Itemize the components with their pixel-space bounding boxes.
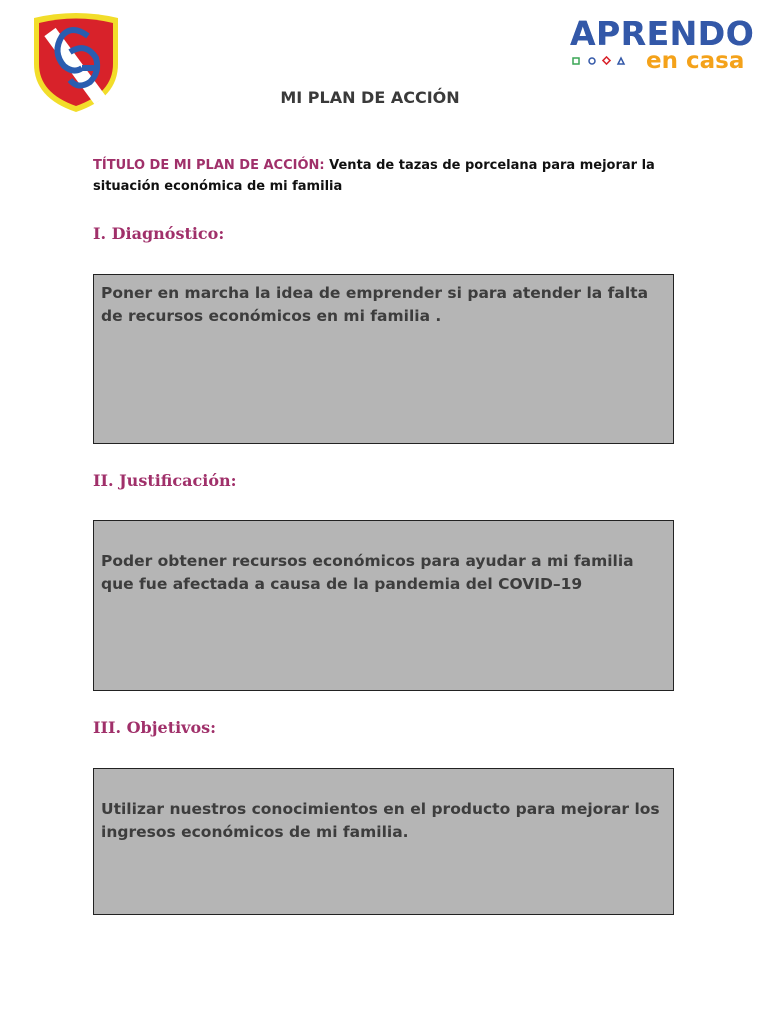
- section-heading-diagnostico: I. Diagnóstico:: [93, 224, 225, 243]
- plan-title: [93, 155, 673, 197]
- diagnostico-box: [93, 274, 674, 444]
- plan-title-value: Venta de tazas de porcelana para mejorar la situación económica de mi familia: [93, 158, 655, 194]
- aprendo-en-casa-logo: [568, 14, 755, 76]
- diagnostico-text: Poner en marcha la idea de emprender si para atender la falta de recursos económicos en mi familia .: [101, 284, 649, 325]
- section-heading-objetivos: III. Objetivos:: [93, 718, 217, 737]
- brand-sub-text: en casa: [646, 48, 745, 74]
- plan-title-label: TÍTULO DE MI PLAN DE ACCIÓN:: [93, 158, 325, 173]
- section-heading-justificacion: II. Justificación:: [93, 471, 237, 490]
- justificacion-text: Poder obtener recursos económicos para ayudar a mi familia que fue afectada a causa de la pandemia del COVID–19: [101, 552, 634, 593]
- brand-shapes-icon: [572, 55, 638, 67]
- document-title: MI PLAN DE ACCIÓN: [280, 88, 460, 107]
- objetivos-box: [93, 768, 674, 915]
- brand-main-text: APRENDO: [570, 14, 755, 53]
- justificacion-box: [93, 520, 674, 691]
- objetivos-text: Utilizar nuestros conocimientos en el producto para mejorar los ingresos económicos de mi familia.: [101, 800, 660, 841]
